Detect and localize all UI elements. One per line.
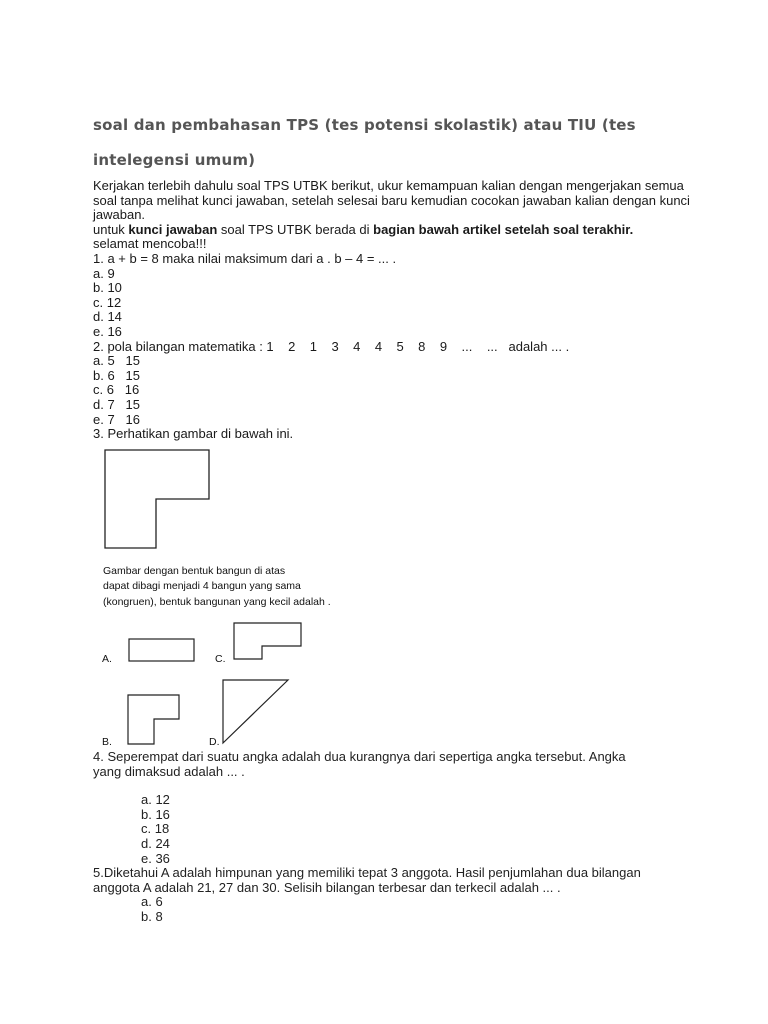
shape-b-l-shape: [128, 695, 179, 744]
q4-question-line-2: yang dimaksud adalah ... .: [93, 763, 245, 779]
article-body: [93, 179, 693, 442]
figure-caption-line-1: Gambar dengan bentuk bangun di atas: [103, 565, 286, 577]
q2-option-b: b. 6 15: [93, 367, 140, 383]
intro-paragraph: Kerjakan terlebih dahulu soal TPS UTBK berikut, ukur kemampuan kalian dengan mengerjakan semua soal tanpa melihat kunci jawaban, setelah selesai baru kemudian cocokan jawaban kalian dengan kunci jawaban.: [93, 178, 690, 223]
q5-question-line-1: 5.Diketahui A adalah himpunan yang memiliki tepat 3 anggota. Hasil penjumlahan dua bilangan: [93, 865, 641, 881]
question-block-4-5: [93, 750, 693, 925]
q4-question-line-1: 4. Seperempat dari suatu angka adalah dua kurangnya dari sepertiga angka tersebut. Angka: [93, 749, 626, 764]
q2-question: 2. pola bilangan matematika : 1 2 1 3 4 4 5 8 9 ... ... adalah ... .: [93, 338, 570, 354]
option-label-b: B.: [102, 736, 112, 748]
q5-question-line-2: anggota A adalah 21, 27 dan 30. Selisih bilangan terbesar dan terkecil adalah ... .: [93, 879, 561, 895]
page-title: soal dan pembahasan TPS (tes potensi skolastik) atau TIU (tes: [93, 116, 636, 134]
shape-c-l-shape: [234, 623, 301, 659]
figure-caption-line-2: dapat dibagi menjadi 4 bangun yang sama: [103, 580, 301, 592]
note-bold-key: kunci jawaban: [128, 221, 218, 237]
q3-figure: [93, 447, 413, 752]
option-label-c: C.: [215, 653, 226, 665]
q4-option-e: e. 36: [141, 850, 170, 866]
answer-key-note: [93, 223, 693, 238]
q2-option-d: d. 7 15: [93, 396, 140, 412]
q2-option-c: c. 6 16: [93, 382, 140, 398]
q1-option-d: d. 14: [93, 309, 122, 325]
shape-a-rectangle: [129, 639, 194, 661]
q5-option-a: a. 6: [141, 894, 163, 910]
page-title-continued: intelegensi umum): [93, 151, 256, 169]
q1-option-a: a. 9: [93, 265, 115, 281]
q4-option-c: c. 18: [141, 821, 170, 837]
note-bold-location: bagian bawah artikel setelah soal terakhir.: [373, 221, 634, 237]
q2-option-a: a. 5 15: [93, 353, 140, 369]
q1-question: 1. a + b = 8 maka nilai maksimum dari a . b – 4 = ... .: [93, 250, 397, 266]
q3-question: 3. Perhatikan gambar di bawah ini.: [93, 426, 294, 442]
q4-option-d: d. 24: [141, 835, 170, 851]
greeting: selamat mencoba!!!: [93, 236, 207, 252]
q2-option-e: e. 7 16: [93, 411, 140, 427]
figure-caption-line-3: (kongruen), bentuk bangunan yang kecil adalah .: [103, 596, 331, 608]
q1-option-b: b. 10: [93, 280, 122, 296]
option-label-a: A.: [102, 653, 112, 665]
option-label-d: D.: [209, 736, 220, 748]
l-shape-main: [105, 450, 209, 548]
q1-option-c: c. 12: [93, 294, 122, 310]
note-text-mid: soal TPS UTBK berada di: [217, 221, 374, 237]
q1-option-e: e. 16: [93, 323, 122, 339]
q5-option-b: b. 8: [141, 908, 163, 924]
q4-option-b: b. 16: [141, 806, 170, 822]
note-text: untuk: [93, 221, 129, 237]
shape-d-triangle: [223, 680, 288, 743]
q4-option-a: a. 12: [141, 792, 170, 808]
